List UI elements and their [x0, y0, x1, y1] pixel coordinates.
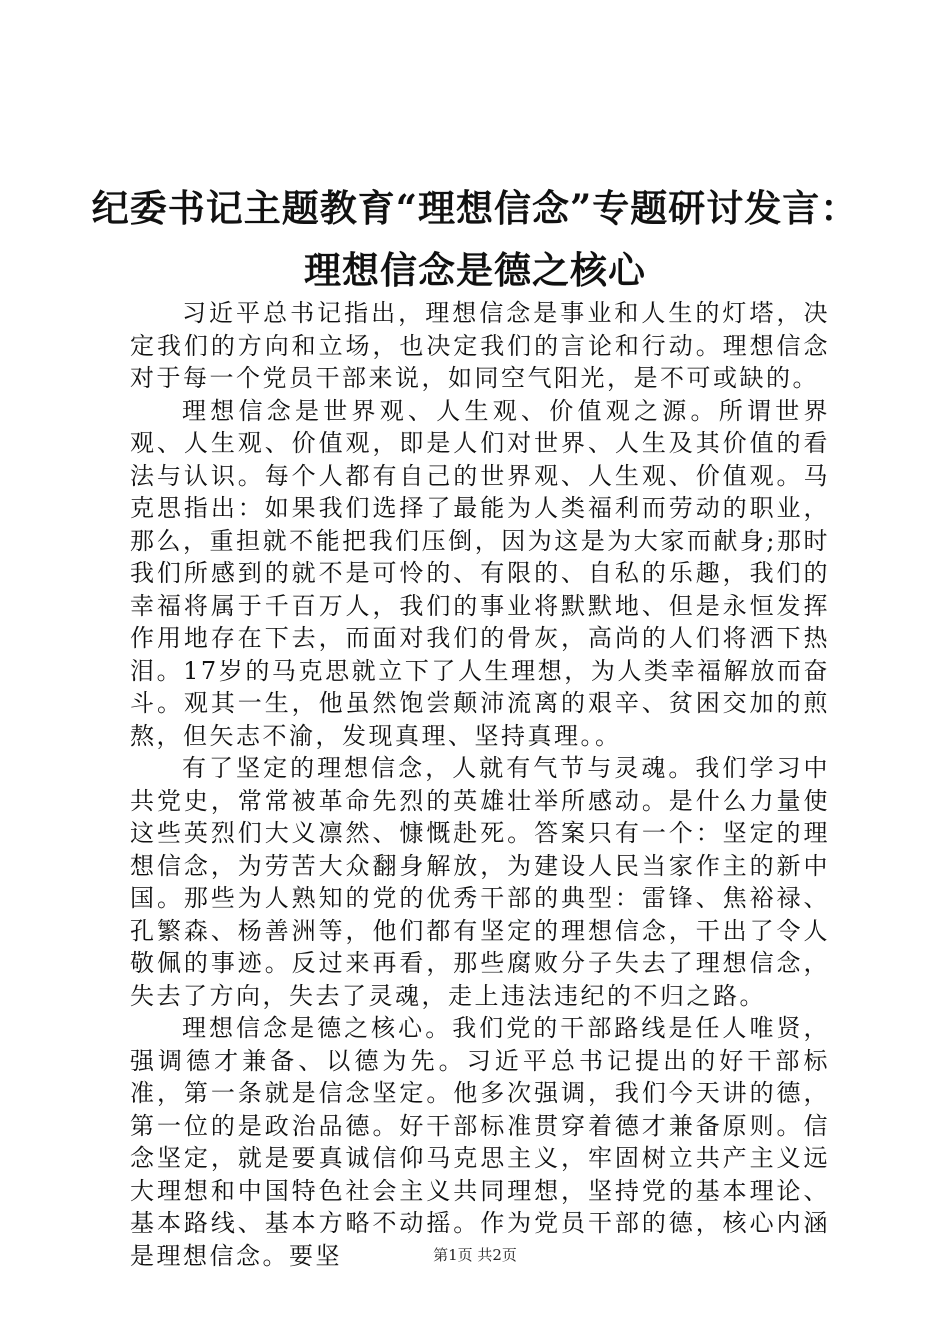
paragraph: 有了坚定的理想信念，人就有气节与灵魂。我们学习中共党史，常常被革命先烈的英雄壮举所感动。是什么力量使这些英烈们大义凛然、慷慨赴死。答案只有一个：坚定的理想信念，为劳苦大众翻身解放，为建设人民当家作主的新中国。那些为人熟知的党的优秀干部的典型：雷锋、焦裕禄、孔繁森、杨善洲等，他们都有坚定的理想信念，干出了令人敬佩的事迹。反过来再看，那些腐败分子失去了理想信念，失去了方向，失去了灵魂，走上违法违纪的不归之路。: [130, 754, 830, 1010]
paragraph: 习近平总书记指出，理想信念是事业和人生的灯塔，决定我们的方向和立场，也决定我们的言论和行动。理想信念对于每一个党员干部来说，如同空气阳光，是不可或缺的。: [130, 299, 830, 392]
document-body: [130, 297, 830, 1272]
page-footer: 第1页 共2页: [433, 1246, 517, 1264]
paragraph: 理想信念是世界观、人生观、价值观之源。所谓世界观、人生观、价值观，即是人们对世界、人生及其价值的看法与认识。每个人都有自己的世界观、人生观、价值观。马克思指出：如果我们选择了最能为人类福利而劳动的职业，那么，重担就不能把我们压倒，因为这是为大家而献身;那时我们所感到的就不是可怜的、有限的、自私的乐趣，我们的幸福将属于千百万人，我们的事业将默默地、但是永恒发挥作用地存在下去，而面对我们的骨灰，高尚的人们将洒下热泪。17岁的马克思就立下了人生理想，为人类幸福解放而奋斗。观其一生，他虽然饱尝颠沛流离的艰辛、贫困交加的煎熬，但矢志不渝，发现真理、坚持真理。。: [130, 396, 830, 750]
document-title-line-2: 理想信念是德之核心: [304, 248, 646, 292]
document-title-line-1: 纪委书记主题教育“理想信念”专题研讨发言：: [91, 186, 859, 230]
paragraph: 理想信念是德之核心。我们党的干部路线是任人唯贤，强调德才兼备、以德为先。习近平总书记提出的好干部标准，第一条就是信念坚定。他多次强调，我们今天讲的德，第一位的是政治品德。好干部标准贯穿着德才兼备原则。信念坚定，就是要真诚信仰马克思主义，牢固树立共产主义远大理想和中国特色社会主义共同理想，坚持党的基本理论、基本路线、基本方略不动摇。作为党员干部的德，核心内涵是理想信念。要坚: [130, 1014, 830, 1270]
